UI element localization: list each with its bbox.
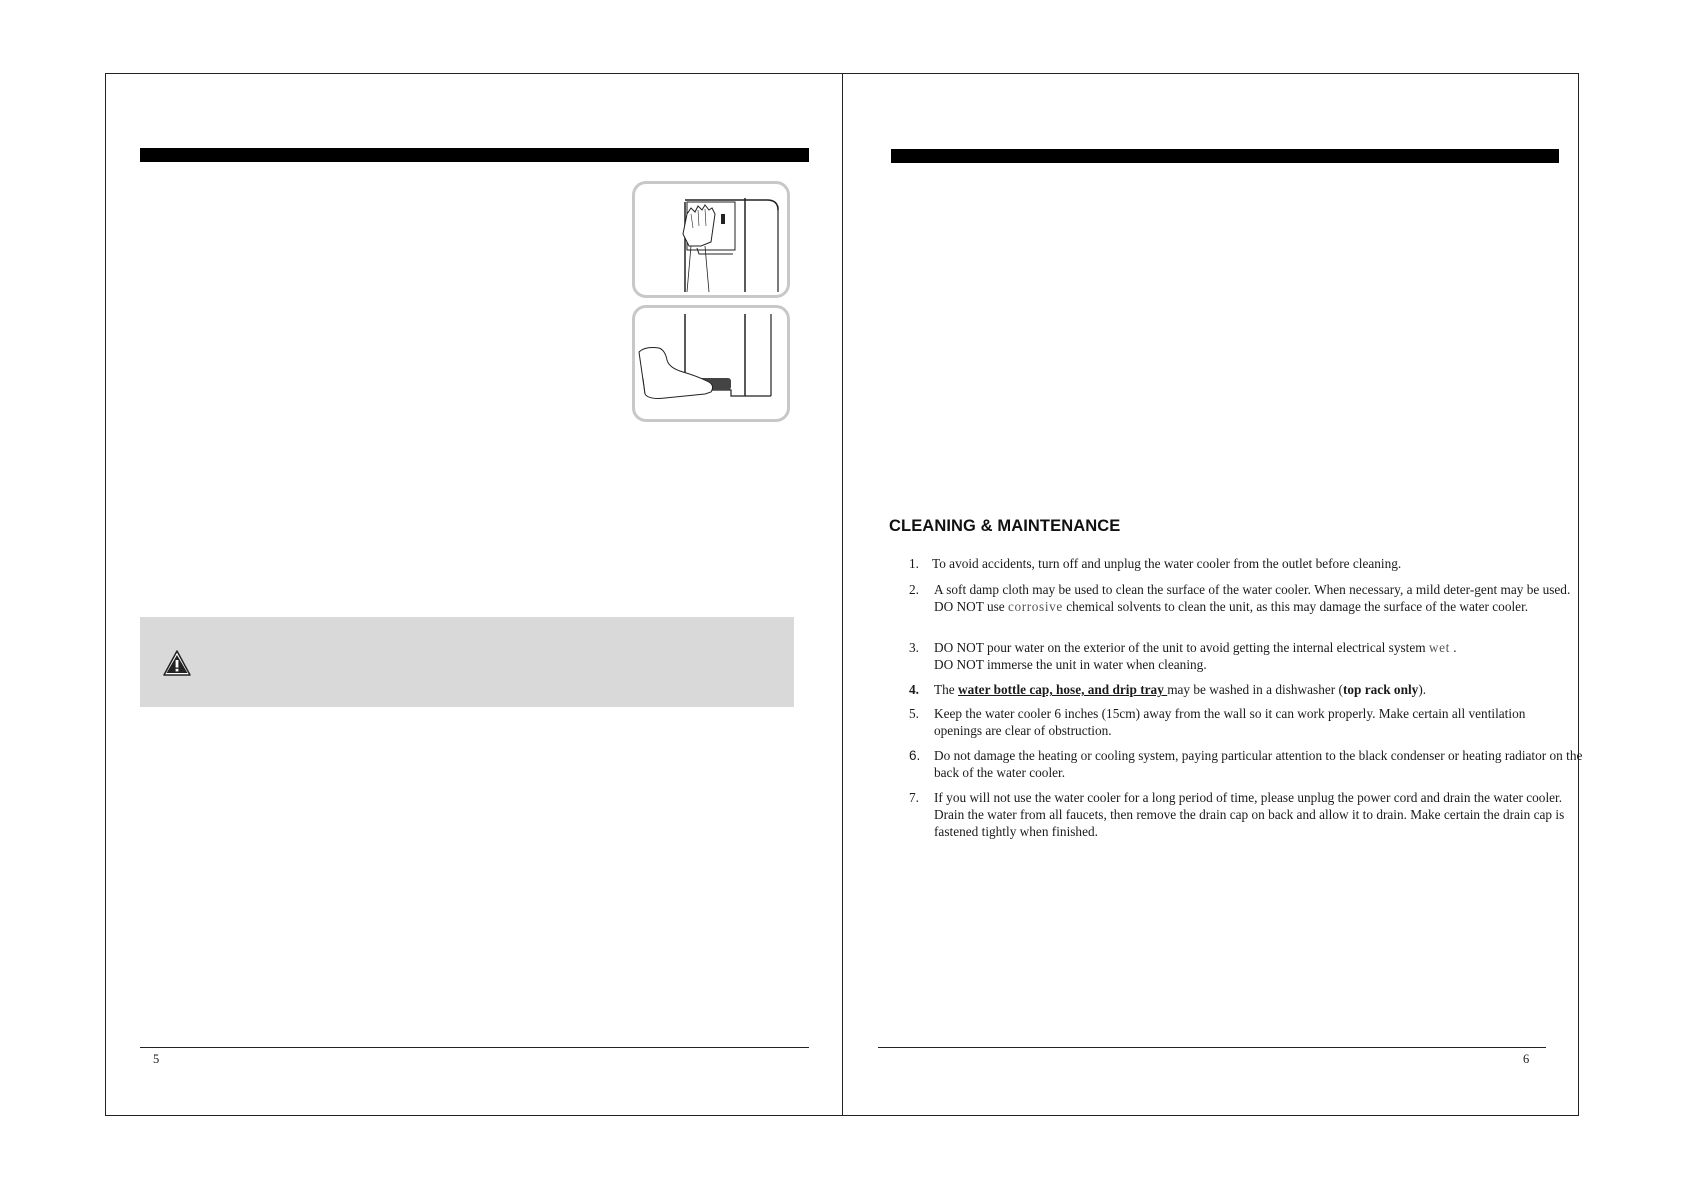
step-text-underlined: water bottle cap, hose, and drip tray bbox=[958, 682, 1168, 697]
step-text: The bbox=[934, 682, 958, 697]
warning-box bbox=[140, 617, 794, 707]
page-number-left: 5 bbox=[153, 1052, 160, 1066]
step-text: may be washed in a dishwasher ( bbox=[1167, 682, 1343, 697]
list-item bbox=[905, 705, 1574, 739]
figure-foot-pedal bbox=[632, 305, 790, 422]
list-number: 2. bbox=[909, 582, 919, 597]
foot-pressing-pedal-illustration bbox=[635, 308, 787, 419]
step-text: Do not damage the heating or cooling system, paying particular attention to the black condenser or heating radiator on the back of the water cooler. bbox=[934, 748, 1583, 780]
page-divider bbox=[842, 73, 843, 1116]
page-number-right: 6 bbox=[1523, 1052, 1530, 1066]
step-text-emphasis: wet bbox=[1428, 640, 1450, 655]
list-item bbox=[905, 555, 1572, 572]
step-text: To avoid accidents, turn off and unplug the water cooler from the outlet before cleaning. bbox=[932, 556, 1402, 571]
list-number: 3. bbox=[909, 640, 919, 655]
step-text-bold: top rack only bbox=[1342, 682, 1419, 697]
step-text: Keep the water cooler 6 inches (15cm) away from the wall so it can work properly. Make certain all ventilation openings are clear of obstruction. bbox=[934, 706, 1526, 738]
list-number: 7. bbox=[909, 790, 919, 805]
warning-triangle-icon bbox=[162, 649, 192, 677]
step-text: DO NOT pour water on the exterior of the unit to avoid getting the internal electrical system bbox=[934, 640, 1429, 655]
right-footer-rule bbox=[878, 1047, 1546, 1048]
list-number: 6. bbox=[909, 748, 921, 763]
list-number: 5. bbox=[909, 706, 919, 721]
step-text: If you will not use the water cooler for a long period of time, please unplug the power cord and drain the water cooler. Drain the water from all faucets, then remove the drain cap on back and allow it to drain. Make certain the drain cap is fastened tightly when finished. bbox=[934, 790, 1565, 839]
right-header-bar bbox=[891, 149, 1559, 163]
step-text: DO NOT immerse the unit in water when cleaning. bbox=[934, 657, 1207, 672]
list-item bbox=[905, 581, 1574, 615]
list-number: 1. bbox=[909, 556, 919, 571]
figure-hand-button bbox=[632, 181, 790, 298]
list-item bbox=[905, 747, 1599, 781]
step-text: chemical solvents to clean the unit, as this may damage the surface of the water cooler. bbox=[1062, 599, 1529, 614]
list-item bbox=[905, 681, 1574, 698]
left-header-bar bbox=[140, 148, 809, 162]
step-text: ). bbox=[1418, 682, 1427, 697]
list-item bbox=[905, 639, 1574, 673]
list-number: 4. bbox=[909, 682, 919, 697]
step-text-emphasis: corrosive bbox=[1008, 599, 1063, 614]
list-item bbox=[905, 789, 1574, 840]
step-text: . bbox=[1449, 640, 1457, 655]
left-footer-rule bbox=[140, 1047, 809, 1048]
hand-pressing-button-illustration bbox=[635, 184, 787, 295]
step-text: A soft damp cloth may be used to clean the surface of the water cooler. When necessary, a mild deter-gent may be used. DO NOT use bbox=[934, 582, 1571, 614]
section-title: CLEANING & MAINTENANCE bbox=[889, 517, 1121, 535]
